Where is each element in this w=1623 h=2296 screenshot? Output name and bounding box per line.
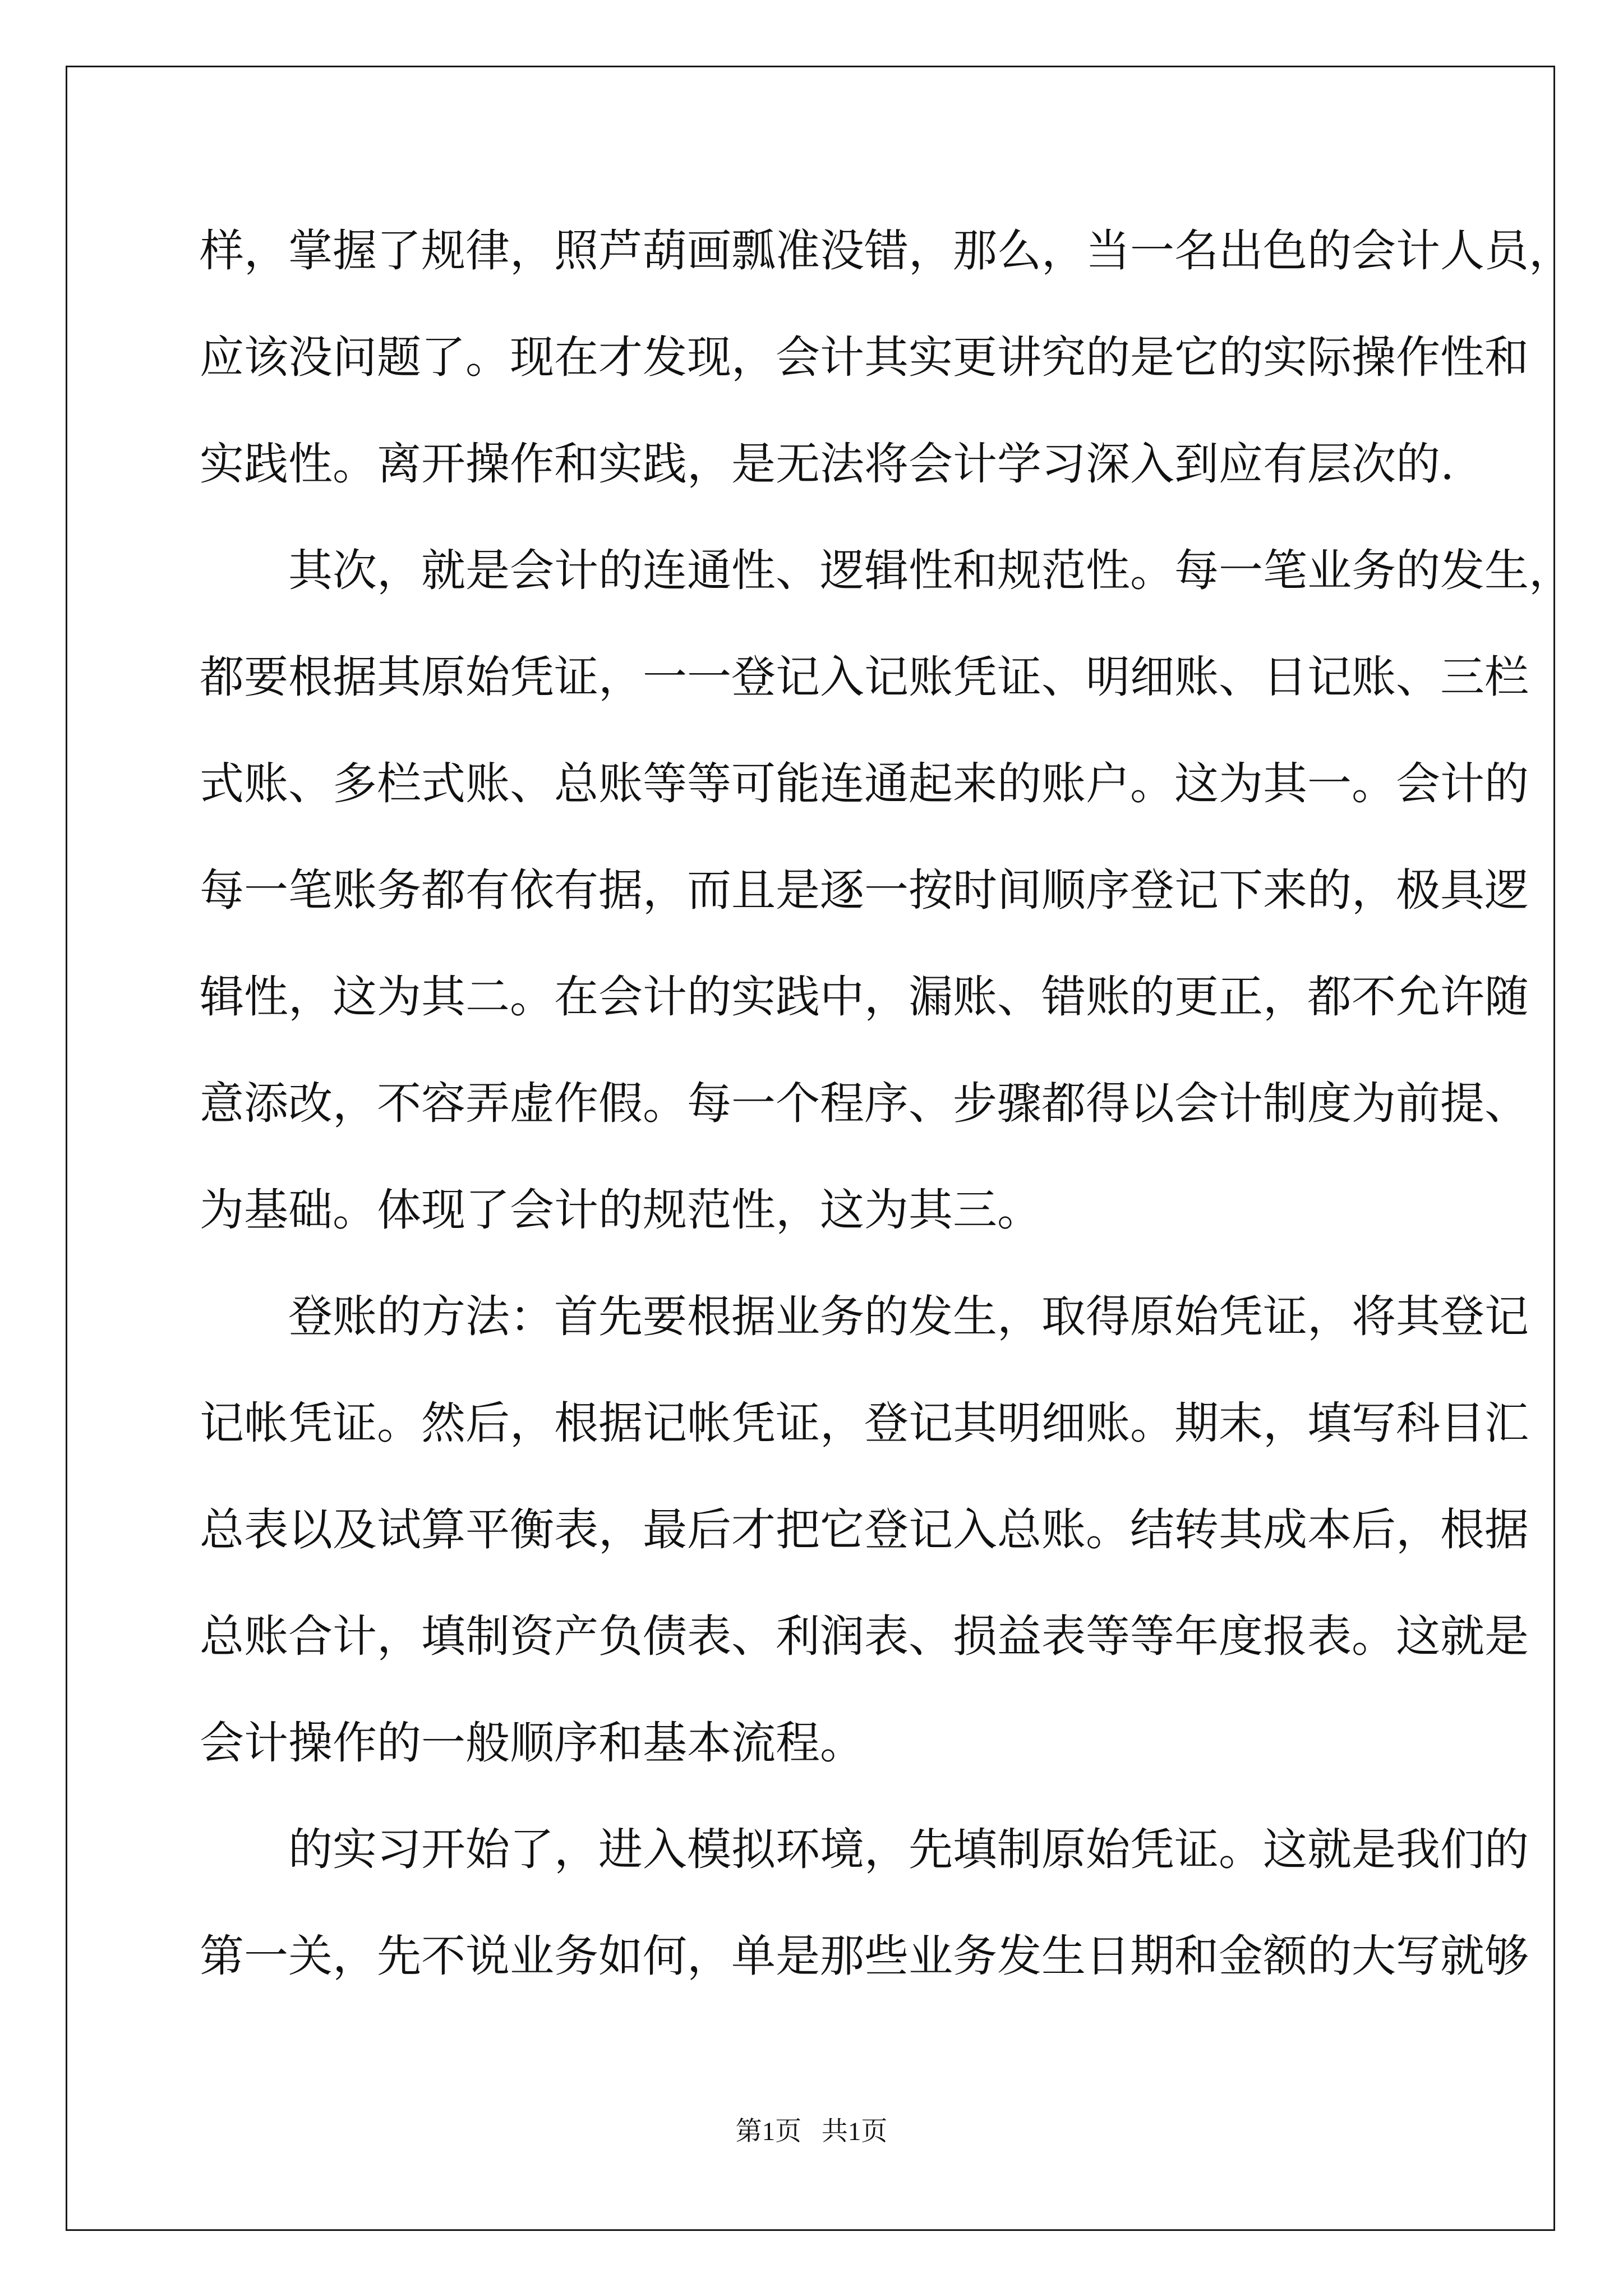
text-line: 会计操作的一般顺序和基本流程。 xyxy=(200,1717,864,1769)
text-line: 实践性。离开操作和实践，是无法将会计学习深入到应有层次的. xyxy=(200,438,1455,490)
text-line: 都要根据其原始凭证，一一登记入记账凭证、明细账、日记账、三栏 xyxy=(200,651,1529,703)
document-body xyxy=(200,197,1573,2009)
text-line: 式账、多栏式账、总账等等可能连通起来的账户。这为其一。会计的 xyxy=(200,758,1529,809)
text-line: 总表以及试算平衡表，最后才把它登记入总账。结转其成本后，根据 xyxy=(200,1504,1529,1556)
text-line: 每一笔账务都有依有据，而且是逐一按时间顺序登记下来的，极具逻 xyxy=(200,864,1529,916)
text-line: 总账合计，填制资产负债表、利润表、损益表等等年度报表。这就是 xyxy=(200,1611,1529,1662)
page-number-current: 第1页 xyxy=(735,2117,802,2146)
text-line: 辑性，这为其二。在会计的实践中，漏账、错账的更正，都不允许随 xyxy=(200,971,1529,1023)
text-line: 其次，就是会计的连通性、逻辑性和规范性。每一笔业务的发生， xyxy=(200,545,1573,596)
text-line: 样，掌握了规律，照芦葫画瓢准没错，那么，当一名出色的会计人员， xyxy=(200,225,1573,277)
text-line: 的实习开始了，进入模拟环境，先填制原始凭证。这就是我们的 xyxy=(200,1824,1529,1875)
text-line: 登账的方法：首先要根据业务的发生，取得原始凭证，将其登记 xyxy=(200,1291,1529,1342)
page-number-total: 共1页 xyxy=(821,2117,888,2146)
text-line: 意添改，不容弄虚作假。每一个程序、步骤都得以会计制度为前提、 xyxy=(200,1078,1529,1129)
text-line: 第一关，先不说业务如何，单是那些业务发生日期和金额的大写就够 xyxy=(200,1930,1529,1982)
text-line: 为基础。体现了会计的规范性，这为其三。 xyxy=(200,1184,1041,1236)
text-line: 应该没问题了。现在才发现，会计其实更讲究的是它的实际操作性和 xyxy=(200,332,1529,383)
page-footer xyxy=(0,2115,1623,2148)
text-line: 记帐凭证。然后，根据记帐凭证，登记其明细账。期末，填写科目汇 xyxy=(200,1397,1529,1449)
